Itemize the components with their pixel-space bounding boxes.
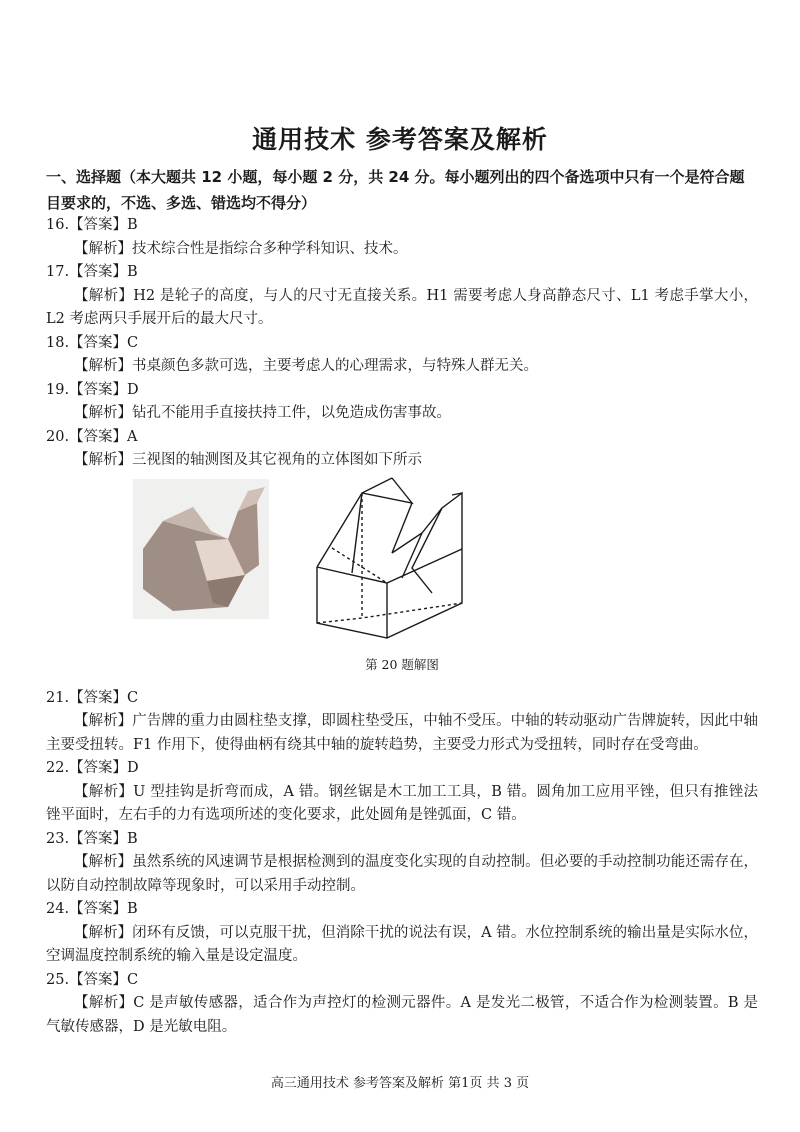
answer-19: 19.【答案】D	[46, 381, 139, 398]
answer-17: 17.【答案】B	[46, 264, 138, 280]
answer-list	[46, 214, 758, 1039]
answer-16: 16.【答案】B	[46, 217, 138, 233]
explanation-17: 【解析】H2 是轮子的高度，与人的尺寸无直接关系。H1 需要考虑人身高静态尺寸、L1 考虑手掌大小，L2 考虑两只手展开后的最大尺寸。	[46, 287, 758, 327]
figure-20	[46, 473, 758, 687]
explanation-20: 【解析】三视图的轴测图及其它视角的立体图如下所示	[74, 452, 422, 468]
explanation-16: 【解析】技术综合性是指综合多种学科知识、技术。	[74, 240, 408, 257]
explanation-24: 【解析】闭环有反馈，可以克服干扰，但消除干扰的说法有误，A 错。水位控制系统的输出量是实际水位，空调温度控制系统的输入量是设定温度。	[46, 924, 758, 964]
explanation-21: 【解析】广告牌的重力由圆柱垫支撑，即圆柱垫受压，中轴不受压。中轴的转动驱动广告牌旋转，因此中轴主要受扭转。F1 作用下，使得曲柄有绕其中轴的旋转趋势，主要受力形式为受扭转，同时存在受弯曲。	[46, 713, 758, 753]
explanation-22: 【解析】U 型挂钩是折弯而成，A 错。钢丝锯是木工加工工具，B 错。圆角加工应用平锉，但只有推锉法锉平面时，左右手的力有选项所述的变化要求，此处圆角是锉弧面，C 错。	[46, 783, 758, 823]
explanation-23: 【解析】虽然系统的风速调节是根据检测到的温度变化实现的自动控制。但必要的手动控制功能还需存在，以防自动控制故障等现象时，可以采用手动控制。	[46, 854, 758, 894]
answer-25: 25.【答案】C	[46, 971, 139, 988]
answer-21: 21.【答案】C	[46, 689, 139, 706]
figure-caption: 第 20 题解图	[365, 656, 439, 672]
section-heading: 一、选择题（本大题共 12 小题，每小题 2 分，共 24 分。每小题列出的四个备选项中只有一个是符合题目要求的，不选、多选、错选均不得分）	[46, 168, 745, 212]
axonometric-line-drawing	[312, 473, 472, 641]
answer-22: 22.【答案】D	[46, 760, 139, 776]
explanation-19: 【解析】钻孔不能用手直接扶持工件，以免造成伤害事故。	[74, 405, 451, 421]
rendered-3d-view-image	[133, 479, 269, 619]
explanation-25: 【解析】C 是声敏传感器，适合作为声控灯的检测元器件。A 是发光二极管，不适合作为检测装置。B 是气敏传感器，D 是光敏电阻。	[46, 995, 758, 1035]
page-title: 通用技术 参考答案及解析	[252, 125, 548, 154]
answer-18: 18.【答案】C	[46, 334, 139, 351]
answer-23: 23.【答案】B	[46, 830, 138, 847]
answer-20: 20.【答案】A	[46, 428, 138, 445]
answer-24: 24.【答案】B	[46, 901, 138, 917]
explanation-18: 【解析】书桌颜色多款可选，主要考虑人的心理需求，与特殊人群无关。	[74, 358, 538, 374]
page-footer: 高三通用技术 参考答案及解析 第1页 共 3 页	[270, 1076, 530, 1091]
